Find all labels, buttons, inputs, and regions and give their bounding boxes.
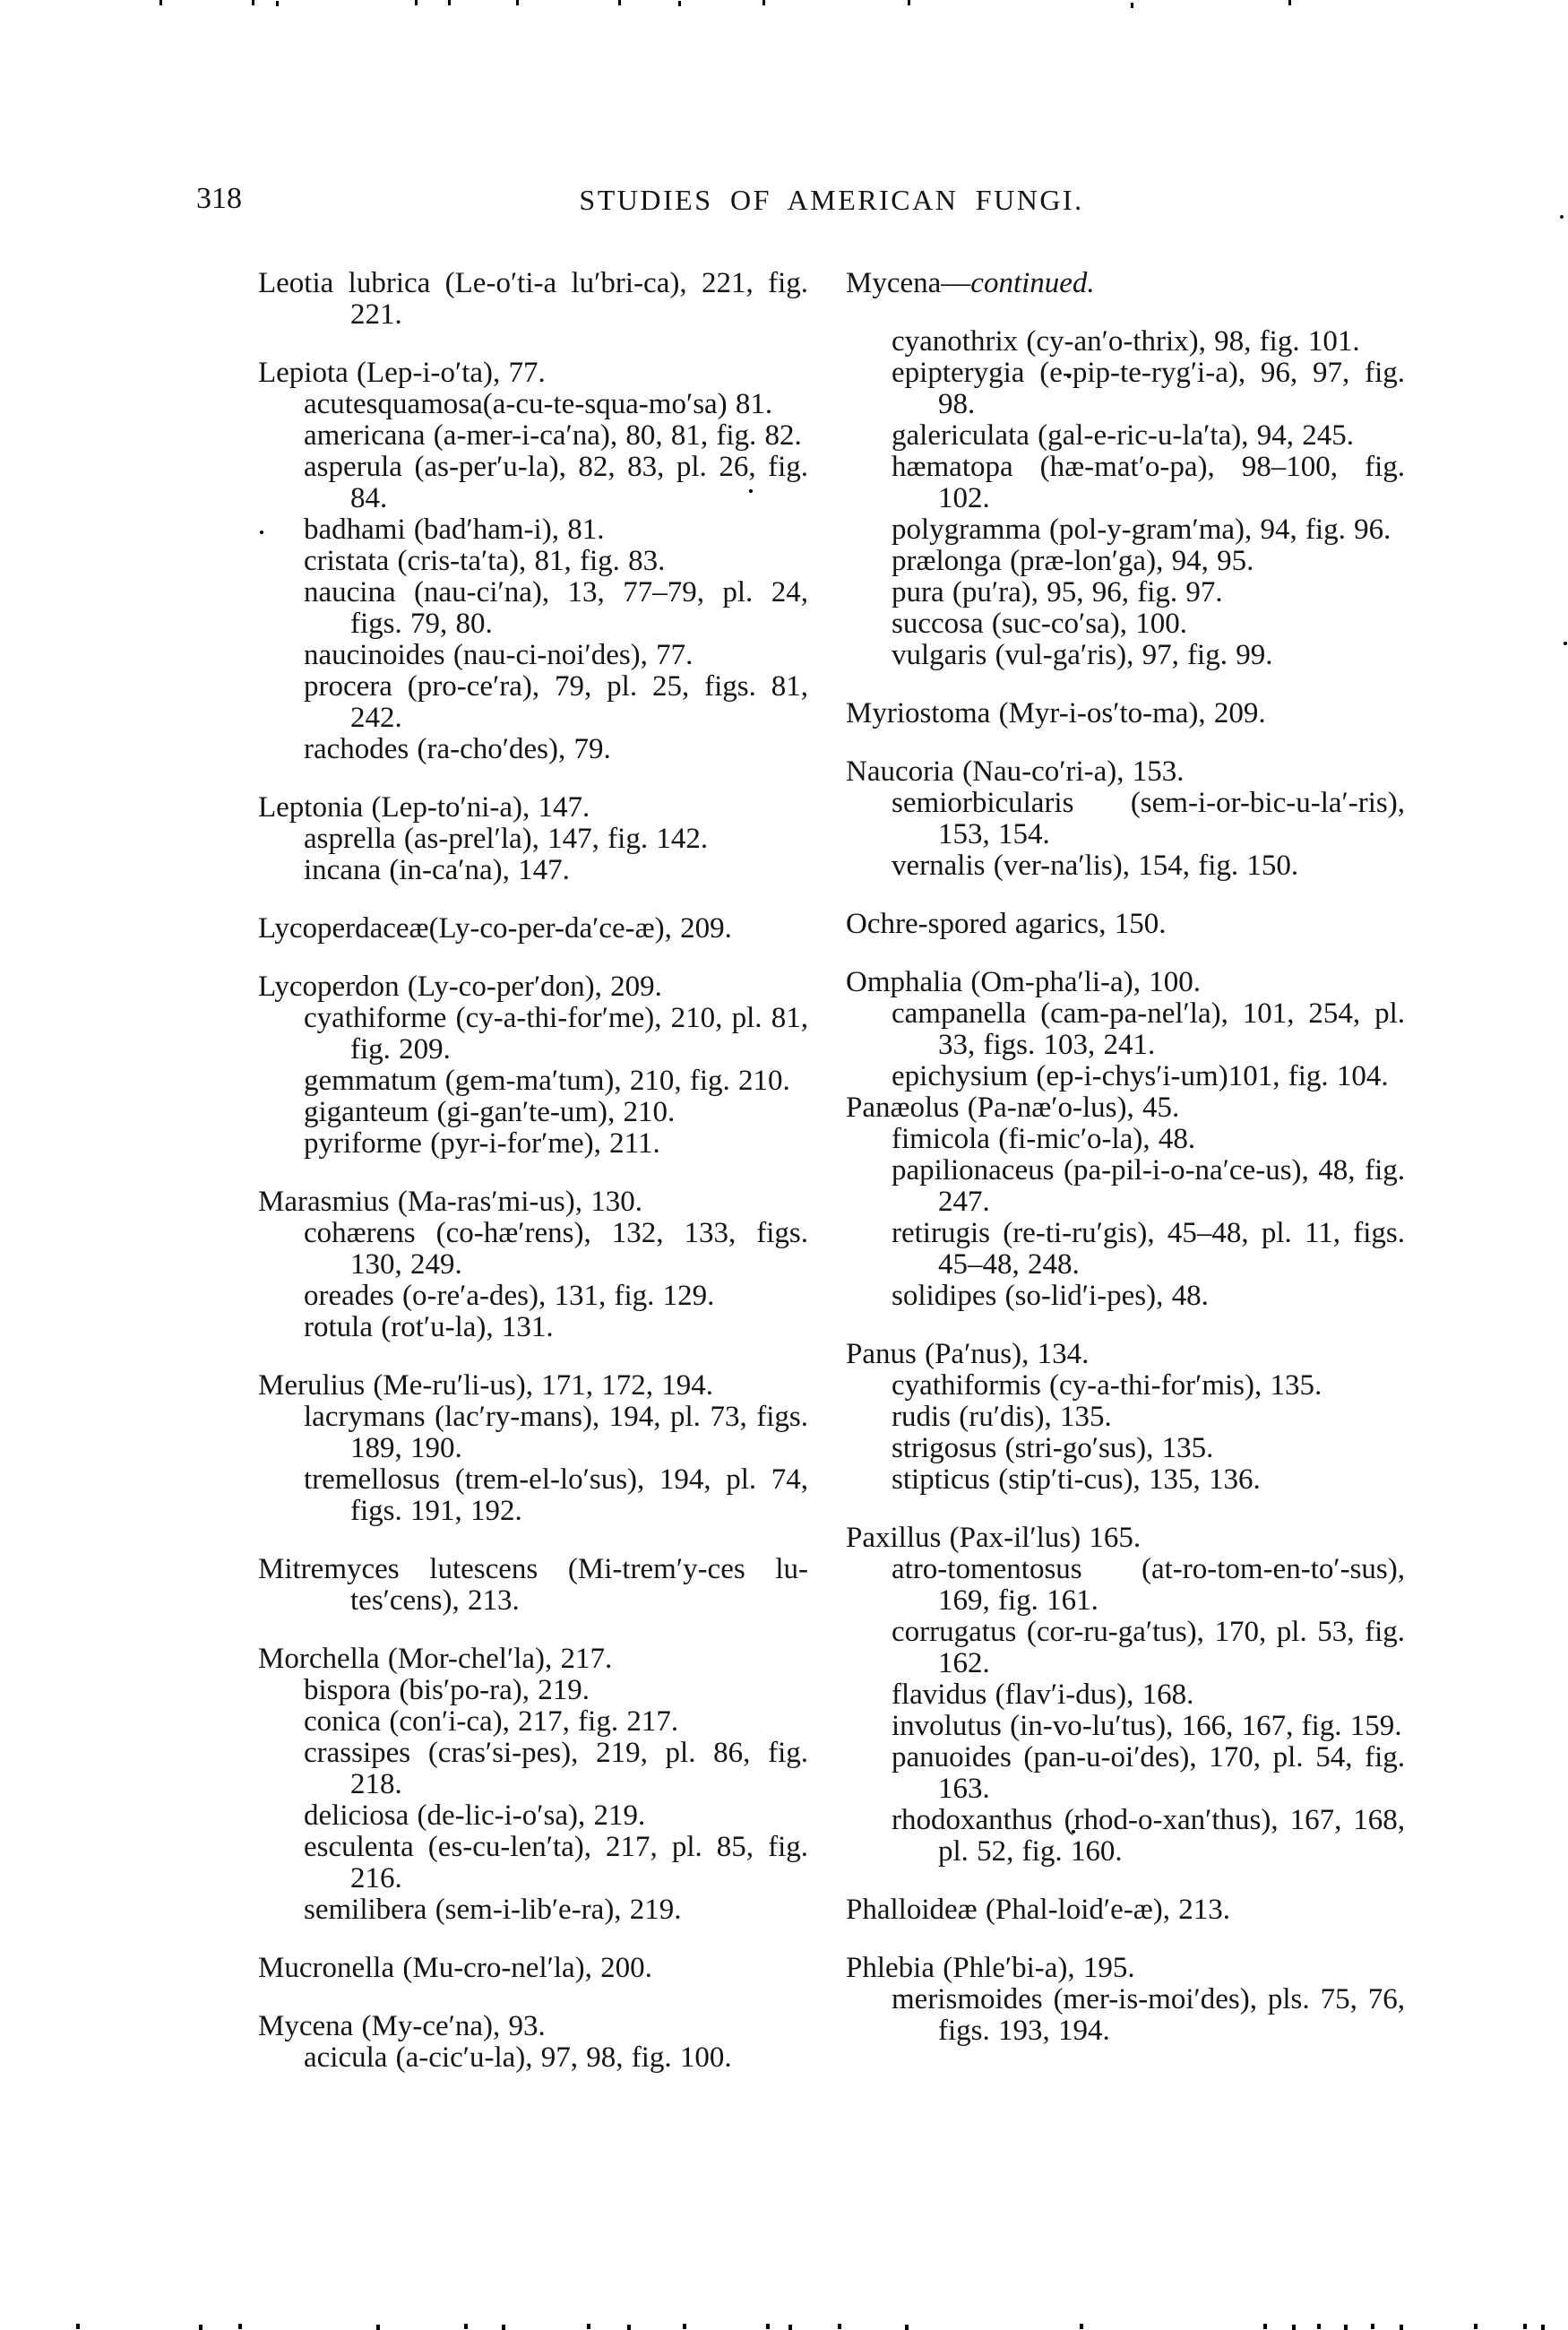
index-block xyxy=(846,909,1405,940)
index-entry: asprella (as-prel′la), 147, fig. 142. xyxy=(304,823,709,855)
index-entry: Omphalia (Om-pha′li-a), 100. xyxy=(846,966,1201,998)
index-block xyxy=(846,1339,1405,1496)
index-entry: prælonga (præ-lon′ga), 94, 95. xyxy=(892,545,1254,577)
index-entry: succosa (suc-co′sa), 100. xyxy=(892,608,1187,640)
index-entry: retirugis (re-ti-ru′gis), 45–48, pl. 11, figs. 45–48, 248. xyxy=(892,1217,1405,1281)
index-entry: hæmatopa (hæ-mat′o-pa), 98–100, fig. 102. xyxy=(892,451,1405,514)
index-entry: rotula (rot′u-la), 131. xyxy=(304,1311,554,1343)
index-entry: oreades (o-re′a-des), 131, fig. 129. xyxy=(304,1280,715,1312)
index-entry: fimicola (fi-mic′o-la), 48. xyxy=(892,1123,1196,1155)
index-entry: pura (pu′ra), 95, 96, fig. 97. xyxy=(892,576,1223,608)
index-entry: pyriforme (pyr-i-for′me), 211. xyxy=(304,1127,660,1160)
index-block xyxy=(846,1523,1405,1868)
index-block xyxy=(258,1644,808,1926)
index-block xyxy=(846,698,1405,729)
index-block xyxy=(258,913,808,945)
index-entry: procera (pro-ce′ra), 79, pl. 25, figs. 81, 242. xyxy=(304,670,808,734)
index-entry: papilionaceus (pa-pil-i-o-na′ce-us), 48, fig. 247. xyxy=(892,1154,1405,1218)
index-entry: asperula (as-per′u-la), 82, 83, pl. 26, fig. 84. xyxy=(304,451,808,514)
index-block xyxy=(258,1187,808,1343)
index-entry: campanella (cam-pa-nel′la), 101, 254, pl. 33, figs. 103, 241. xyxy=(892,997,1405,1061)
index-entry: crassipes (cras′si-pes), 219, pl. 86, fig. 218. xyxy=(304,1737,808,1800)
scan-artifact-marks-bottom xyxy=(76,2324,80,2329)
index-entry: Ochre-spored agarics, 150. xyxy=(846,908,1167,940)
index-block xyxy=(258,792,808,886)
index-entry: vernalis (ver-na′lis), 154, fig. 150. xyxy=(892,850,1299,882)
index-entry: bispora (bis′po-ra), 219. xyxy=(304,1674,590,1706)
index-entry: americana (a-mer-i-ca′na), 80, 81, fig. 82. xyxy=(304,419,802,452)
index-block xyxy=(846,268,1405,299)
index-entry: rhodoxanthus (rhod-o-xan′thus), 167, 168, pl. 52, fig. 160. xyxy=(892,1804,1405,1868)
index-entry: cyanothrix (cy-an′o-thrix), 98, fig. 101. xyxy=(892,325,1360,358)
index-block xyxy=(846,1894,1405,1926)
index-entry: Naucoria (Nau-co′ri-a), 153. xyxy=(846,755,1185,788)
index-block xyxy=(258,1554,808,1617)
index-entry: cyathiformis (cy-a-thi-for′mis), 135. xyxy=(892,1369,1322,1402)
page-number: 318 xyxy=(196,182,242,215)
index-entry: vulgaris (vul-ga′ris), 97, fig. 99. xyxy=(892,639,1273,671)
scan-artifact-marks-top xyxy=(159,0,162,5)
index-entry: galericulata (gal-e-ric-u-la′ta), 94, 245. xyxy=(892,419,1354,452)
index-entry: stipticus (stip′ti-cus), 135, 136. xyxy=(892,1463,1261,1496)
index-entry: Morchella (Mor-chel′la), 217. xyxy=(258,1643,613,1675)
index-entry: semiorbicularis (sem-i-or-bic-u-la′-ris), 153, 154. xyxy=(892,787,1405,850)
index-entry: naucina (nau-ci′na), 13, 77–79, pl. 24, figs. 79, 80. xyxy=(304,576,808,640)
index-entry: strigosus (stri-go′sus), 135. xyxy=(892,1432,1214,1464)
index-block xyxy=(846,326,1405,671)
index-entry: rudis (ru′dis), 135. xyxy=(892,1401,1112,1433)
index-entry: badhami (bad′ham-i), 81. xyxy=(304,513,605,546)
index-entry: incana (in-ca′na), 147. xyxy=(304,854,570,886)
index-entry: esculenta (es-cu-len′ta), 217, pl. 85, fig. 216. xyxy=(304,1831,808,1894)
index-entry: Paxillus (Pax-il′lus) 165. xyxy=(846,1522,1142,1554)
index-entry: Leptonia (Lep-to′ni-a), 147. xyxy=(258,791,590,824)
index-block xyxy=(846,967,1405,1312)
index-entry: panuoides (pan-u-oi′des), 170, pl. 54, fig. 163. xyxy=(892,1741,1405,1805)
index-entry: Phalloideæ (Phal-loid′e-æ), 213. xyxy=(846,1894,1231,1926)
index-entry: naucinoides (nau-ci-noi′des), 77. xyxy=(304,639,694,671)
index-entry: rachodes (ra-cho′des), 79. xyxy=(304,733,611,765)
index-entry: Mitremyces lutescens (Mi-trem′y-ces lu-tes′cens), 213. xyxy=(258,1553,808,1617)
index-entry: polygramma (pol-y-gram′ma), 94, fig. 96. xyxy=(892,513,1391,546)
index-entry: Lycoperdon (Ly-co-per′don), 209. xyxy=(258,971,662,1003)
index-entry: solidipes (so-lid′i-pes), 48. xyxy=(892,1280,1209,1312)
index-block xyxy=(258,268,808,331)
index-block xyxy=(258,2011,808,2074)
index-entry: Myriostoma (Myr-i-os′to-ma), 209. xyxy=(846,697,1266,729)
index-entry: Leotia lubrica (Le-o′ti-a lu′bri-ca), 221, fig. 221. xyxy=(258,267,808,331)
index-entry: Lepiota (Lep-i-o′ta), 77. xyxy=(258,357,546,389)
index-left-column xyxy=(258,268,808,2101)
index-entry: Mucronella (Mu-cro-nel′la), 200. xyxy=(258,1952,652,1984)
index-entry: flavidus (flav′i-dus), 168. xyxy=(892,1678,1194,1711)
index-entry: cyathiforme (cy-a-thi-for′me), 210, pl. 81, fig. 209. xyxy=(304,1002,808,1066)
index-entry: tremellosus (trem-el-lo′sus), 194, pl. 74, figs. 191, 192. xyxy=(304,1463,808,1527)
index-entry: cohærens (co-hæ′rens), 132, 133, figs. 130, 249. xyxy=(304,1217,808,1281)
index-right-column xyxy=(846,268,1405,2074)
index-block xyxy=(258,1370,808,1527)
index-entry: acutesquamosa(a-cu-te-squa-mo′sa) 81. xyxy=(304,388,773,420)
index-block xyxy=(258,1953,808,1984)
index-entry: epipterygia (e-pip-te-ryg′i-a), 96, 97, fig. 98. xyxy=(892,357,1405,420)
index-entry: conica (con′i-ca), 217, fig. 217. xyxy=(304,1705,679,1738)
index-entry: Marasmius (Ma-ras′mi-us), 130. xyxy=(258,1186,642,1218)
index-entry: semilibera (sem-i-lib′e-ra), 219. xyxy=(304,1894,682,1926)
index-entry: corrugatus (cor-ru-ga′tus), 170, pl. 53, fig. 162. xyxy=(892,1616,1405,1679)
index-entry: Panus (Pa′nus), 134. xyxy=(846,1338,1090,1370)
index-entry-continued-heading: Mycena—continued. xyxy=(846,267,1095,299)
index-entry: Mycena (My-ce′na), 93. xyxy=(258,2010,546,2042)
index-entry: epichysium (ep-i-chys′i-um)101, fig. 104. xyxy=(892,1060,1389,1092)
index-entry: Merulius (Me-ru′li-us), 171, 172, 194. xyxy=(258,1369,713,1402)
index-block xyxy=(258,358,808,765)
index-block xyxy=(846,1953,1405,2047)
continued-label: continued. xyxy=(970,267,1095,299)
index-block xyxy=(258,971,808,1160)
index-entry: merismoides (mer-is-moi′des), pls. 75, 76, figs. 193, 194. xyxy=(892,1983,1405,2047)
index-entry: giganteum (gi-gan′te-um), 210. xyxy=(304,1096,676,1128)
index-entry: Panæolus (Pa-næ′o-lus), 45. xyxy=(846,1092,1180,1124)
index-entry: deliciosa (de-lic-i-o′sa), 219. xyxy=(304,1799,646,1832)
index-block xyxy=(846,756,1405,882)
index-entry: gemmatum (gem-ma′tum), 210, fig. 210. xyxy=(304,1065,790,1097)
index-entry: Phlebia (Phle′bi-a), 195. xyxy=(846,1952,1135,1984)
index-entry: lacrymans (lac′ry-mans), 194, pl. 73, figs. 189, 190. xyxy=(304,1401,808,1464)
index-entry: Lycoperdaceæ(Ly-co-per-da′ce-æ), 209. xyxy=(258,912,732,945)
index-entry: atro-tomentosus (at-ro-tom-en-to′-sus), 169, fig. 161. xyxy=(892,1553,1405,1617)
index-entry: acicula (a-cic′u-la), 97, 98, fig. 100. xyxy=(304,2041,732,2074)
index-entry: involutus (in-vo-lu′tus), 166, 167, fig. 159. xyxy=(892,1710,1402,1742)
index-entry: cristata (cris-ta′ta), 81, fig. 83. xyxy=(304,545,666,577)
running-header-title: STUDIES OF AMERICAN FUNGI. xyxy=(579,184,1084,216)
